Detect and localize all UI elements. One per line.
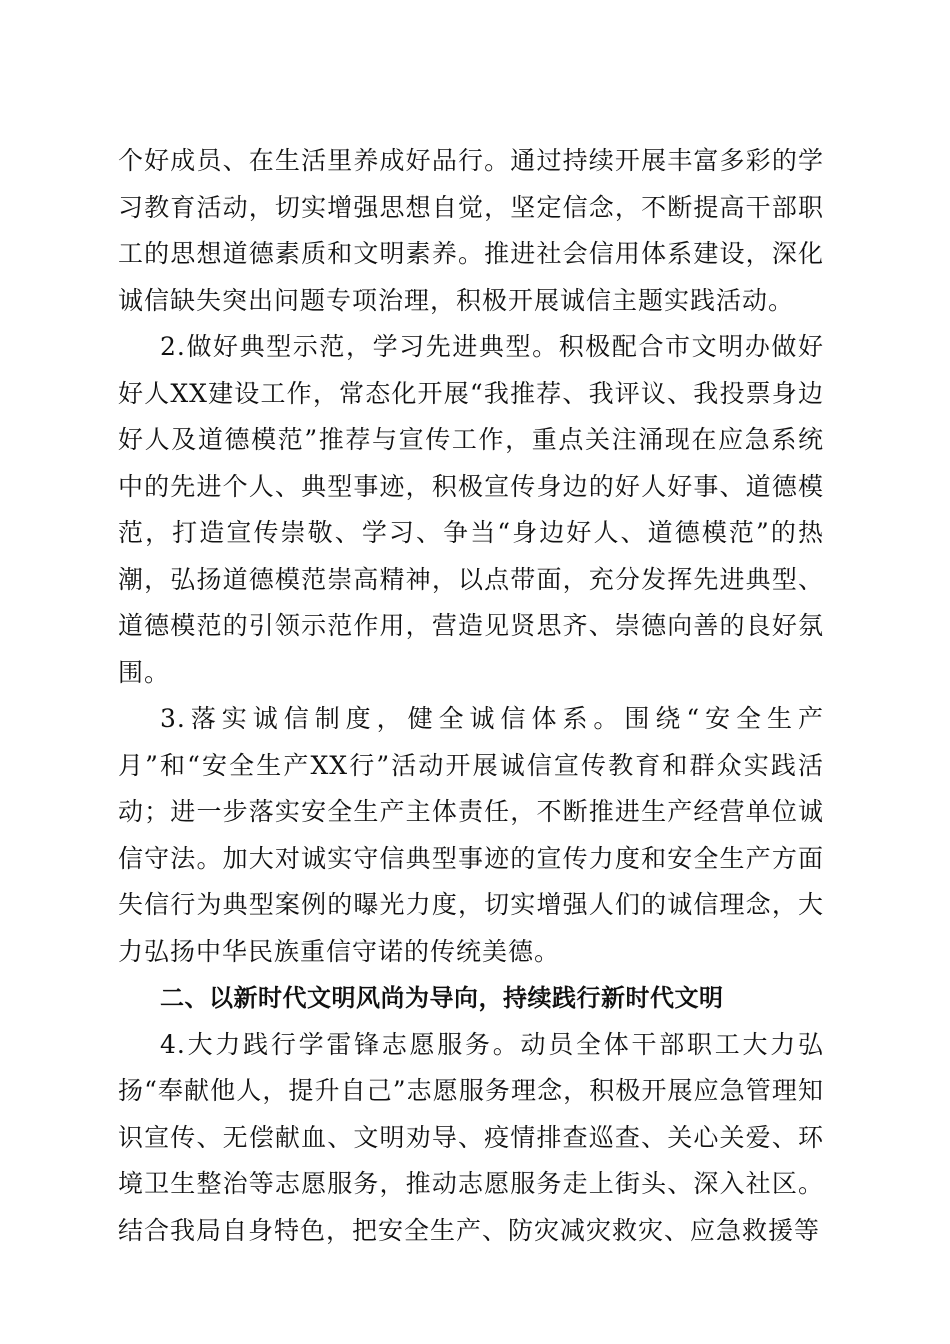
- document-body: [118, 138, 824, 1254]
- paragraph-3: 3.落实诚信制度，健全诚信体系。围绕“安全生产月”和“安全生产XX行”活动开展诚信宣传教育和群众实践活动；进一步落实安全生产主体责任，不断推进生产经营单位诚信守法。加大对诚实守信典型事迹的宣传力度和安全生产方面失信行为典型案例的曝光力度，切实增强人们的诚信理念，大力弘扬中华民族重信守诺的传统美德。: [118, 704, 824, 966]
- paragraph-continuation: 个好成员、在生活里养成好品行。通过持续开展丰富多彩的学习教育活动，切实增强思想自觉，坚定信念，不断提高干部职工的思想道德素质和文明素养。推进社会信用体系建设，深化诚信缺失突出问题专项治理，积极开展诚信主题实践活动。: [118, 146, 824, 315]
- section-heading: 二、以新时代文明风尚为导向，持续践行新时代文明: [160, 984, 724, 1012]
- paragraph-2: 2.做好典型示范，学习先进典型。积极配合市文明办做好好人XX建设工作，常态化开展“我推荐、我评议、我投票身边好人及道德模范”推荐与宣传工作，重点关注涌现在应急系统中的先进个人、典型事迹，积极宣传身边的好人好事、道德模范，打造宣传崇敬、学习、争当“身边好人、道德模范”的热潮，弘扬道德模范崇高精神，以点带面，充分发挥先进典型、道德模范的引领示范作用，营造见贤思齐、崇德向善的良好氛围。: [118, 332, 824, 687]
- paragraph-4: 4.大力践行学雷锋志愿服务。动员全体干部职工大力弘扬“奉献他人，提升自己”志愿服务理念，积极开展应急管理知识宣传、无偿献血、文明劝导、疫情排查巡查、关心关爱、环境卫生整治等志愿服务，推动志愿服务走上街头、深入社区。结合我局自身特色，把安全生产、防灾减灾救灾、应急救援等: [118, 1029, 824, 1245]
